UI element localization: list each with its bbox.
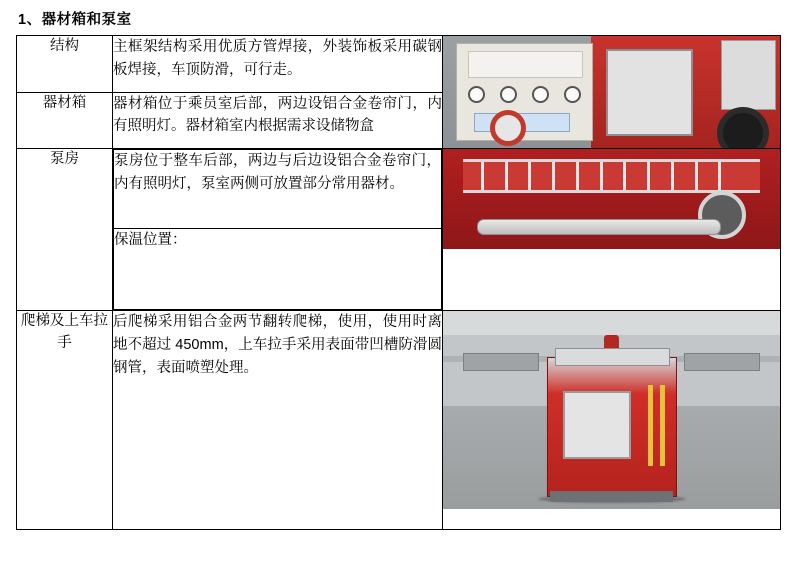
row-image-structure: [443, 36, 781, 149]
fire-truck-rear-view-photo: [443, 311, 780, 509]
row-label-equipment-box: 器材箱: [17, 92, 113, 149]
row-label-pump-room: 泵房: [17, 149, 113, 311]
roof-rack-shape: [555, 348, 670, 367]
row-label-structure: 结构: [17, 36, 113, 93]
table-row: [17, 149, 781, 311]
spec-table: [16, 35, 781, 530]
handrail-secondary-shape: [647, 385, 652, 465]
aluminium-ladder-shape: [463, 159, 760, 193]
pump-room-with-ladder-and-hose-photo: [443, 149, 780, 249]
pump-room-subtable: [113, 149, 442, 310]
page-title: 1、器材箱和泵室: [18, 12, 132, 28]
pressure-gauges-shape: [468, 84, 581, 105]
table-row: [17, 36, 781, 93]
row-description-pump-room-wrapper: [113, 149, 443, 311]
rear-bumper-shape: [550, 491, 673, 502]
row-description-equipment-box: 器材箱位于乘员室后部，两边设铝合金卷帘门，内有照明灯。器材箱室内根据需求设储物盒: [113, 92, 443, 149]
row-description-structure: 主框架结构采用优质方管焊接，外装饰板采用碳钢板焊接，车顶防滑，可行走。: [113, 36, 443, 93]
valve-handwheel-shape: [490, 110, 526, 146]
handrail-shape: [660, 385, 665, 465]
row-image-ladder-and-handrail: [443, 311, 781, 530]
garage-door-left-shape: [463, 353, 539, 371]
table-row: [17, 311, 781, 530]
row-image-pump-room: [443, 149, 781, 311]
row-label-ladder-and-handrail: 爬梯及上车拉手: [17, 311, 113, 530]
pump-panel-and-truck-side-photo: [443, 36, 780, 148]
row-description-ladder-and-handrail: 后爬梯采用铝合金两节翻转爬梯，使用，使用时离地不超过 450mm，上车拉手采用表面带凹槽防滑圆钢管，表面喷塑处理。: [113, 311, 443, 530]
row-description-pump-room: 泵房位于整车后部，两边与后边设铝合金卷帘门，内有照明灯，泵室两侧可放置部分常用器材。: [114, 150, 442, 229]
rear-roller-door-shape: [563, 391, 631, 459]
truck-body-shape: [591, 36, 780, 148]
row-description-insulation-position: 保温位置：: [114, 229, 442, 310]
roller-shutter-door-shape: [606, 49, 693, 136]
garage-door-right-shape: [684, 353, 760, 371]
fire-truck-rear-shape: [546, 357, 676, 498]
cab-shape: [721, 40, 776, 109]
wheel-shape: [717, 107, 769, 148]
nameplate-shape: [468, 51, 583, 78]
suction-hose-shape: [477, 219, 722, 235]
